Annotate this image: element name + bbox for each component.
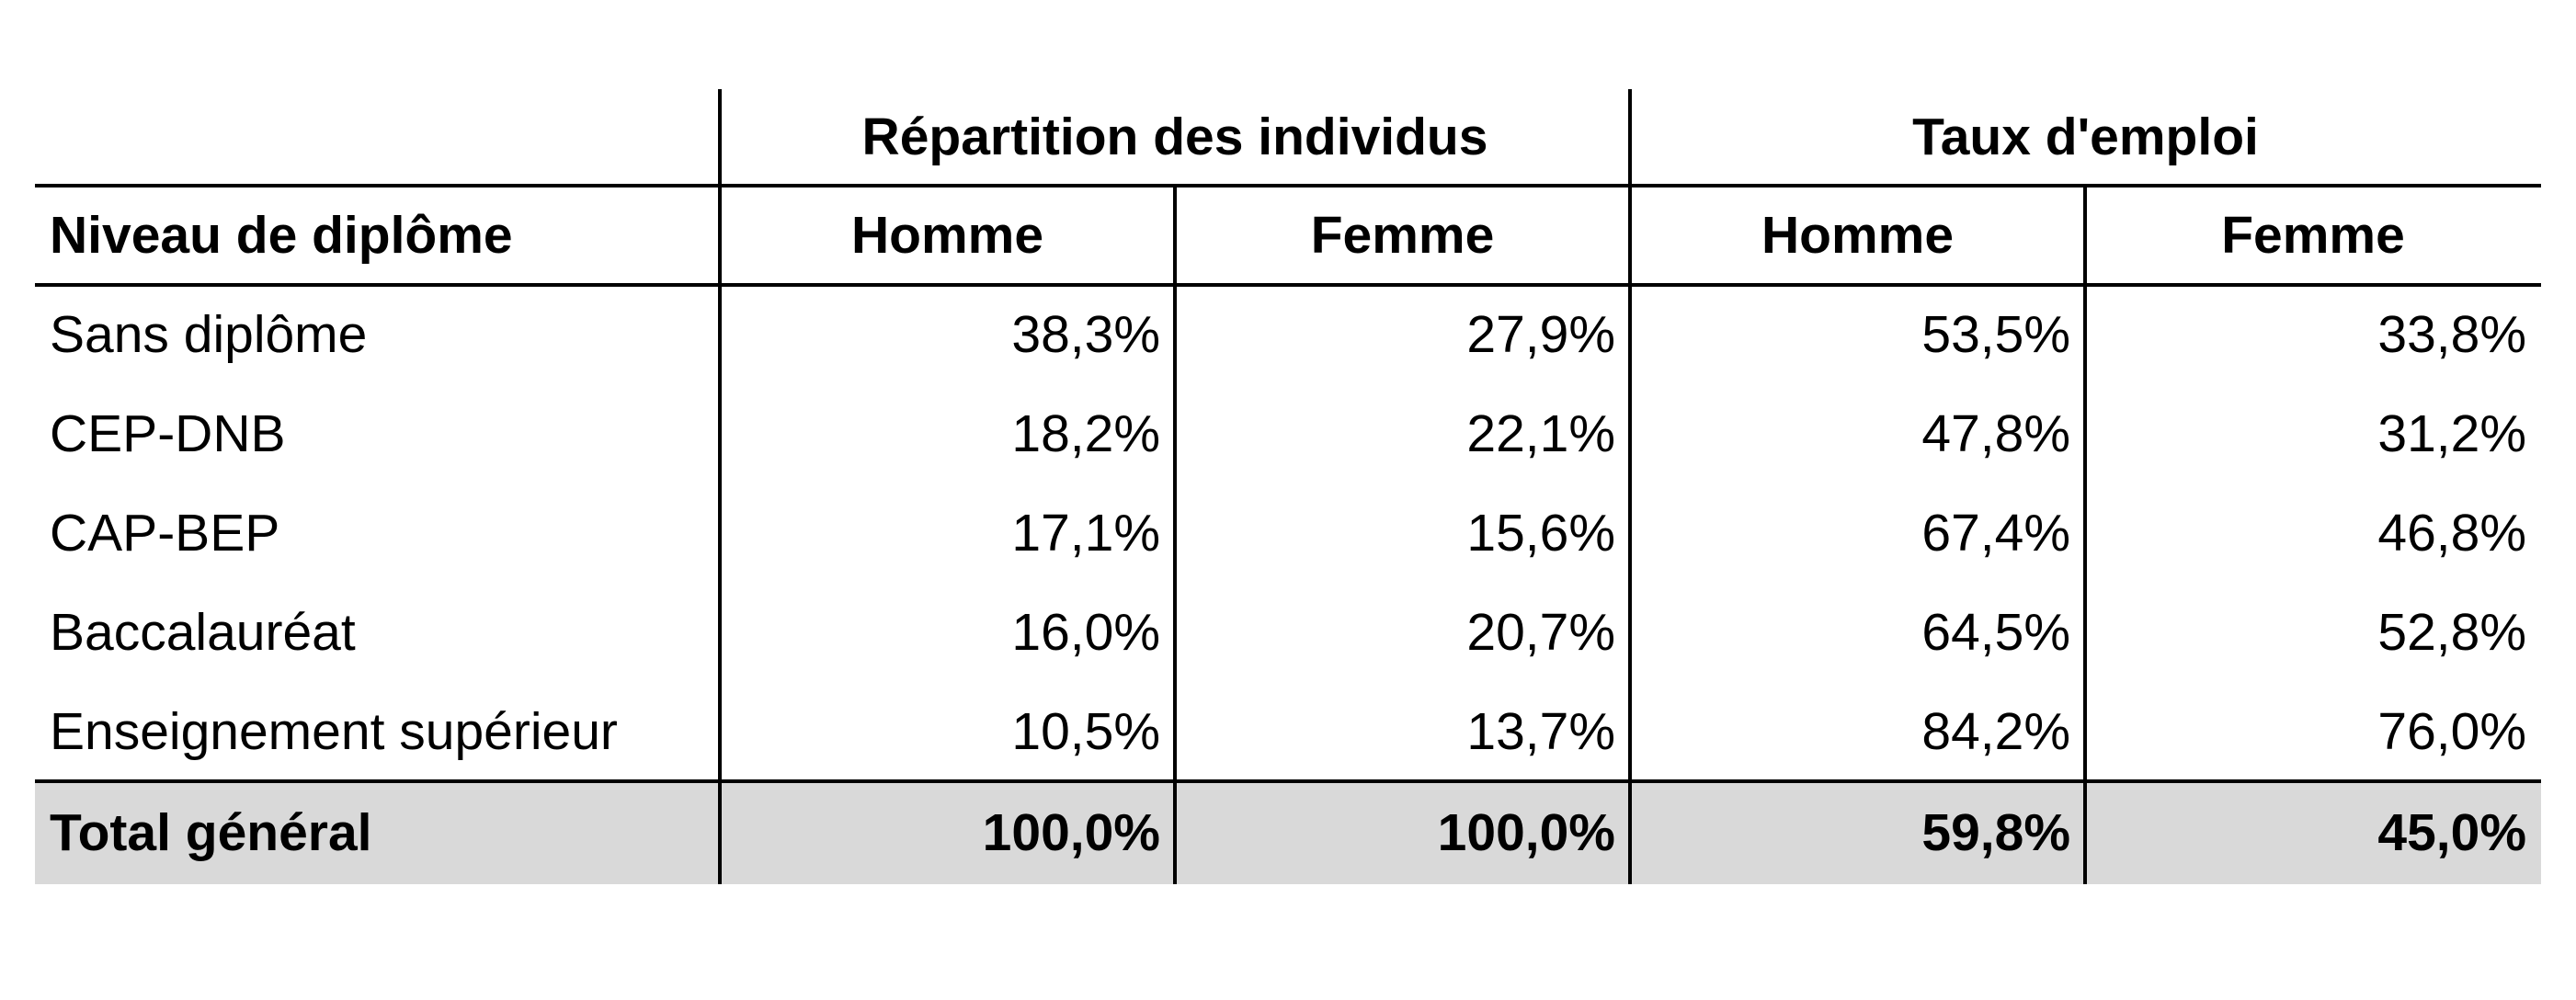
table-cell: 84,2% (1921, 701, 2070, 761)
table-cell: 10,5% (1011, 701, 1160, 761)
table-cell: 15,6% (1466, 503, 1615, 562)
table-cell: 38,3% (1011, 304, 1160, 364)
table-cell: 67,4% (1921, 503, 2070, 562)
row-label: Sans diplôme (50, 304, 368, 364)
table-cell: 31,2% (2377, 403, 2526, 463)
table-cell: 64,5% (1921, 602, 2070, 662)
total-cell: 100,0% (982, 802, 1160, 862)
total-cell: 45,0% (2377, 802, 2526, 862)
table-cell: 52,8% (2377, 602, 2526, 662)
column-header-niveau: Niveau de diplôme (50, 205, 513, 265)
table-cell: 16,0% (1011, 602, 1160, 662)
table-cell: 13,7% (1466, 701, 1615, 761)
row-label: CEP-DNB (50, 403, 286, 463)
row-label: Baccalauréat (50, 602, 356, 662)
total-divider-line (35, 779, 2541, 783)
column-header-femme-emploi: Femme (2221, 205, 2405, 265)
table-cell: 47,8% (1921, 403, 2070, 463)
column-header-divider-line (35, 283, 2541, 287)
group-divider-line (1628, 89, 1632, 884)
table-cell: 22,1% (1466, 403, 1615, 463)
table-cell: 17,1% (1011, 503, 1160, 562)
employment-table (35, 89, 2541, 884)
table-cell: 53,5% (1921, 304, 2070, 364)
group-header-taux-emploi: Taux d'emploi (1912, 108, 2259, 166)
table-cell: 76,0% (2377, 701, 2526, 761)
column-header-homme-repartition: Homme (850, 205, 1044, 265)
table-cell: 20,7% (1466, 602, 1615, 662)
row-label: Enseignement supérieur (50, 701, 618, 761)
column-divider-line (2083, 186, 2087, 884)
table-cell: 33,8% (2377, 304, 2526, 364)
total-cell: 59,8% (1921, 802, 2070, 862)
column-header-homme-emploi: Homme (1761, 205, 1955, 265)
total-cell: 100,0% (1437, 802, 1615, 862)
column-divider-line (1173, 186, 1177, 884)
header-divider-line (35, 184, 2541, 188)
column-header-femme-repartition: Femme (1310, 205, 1495, 265)
table-cell: 46,8% (2377, 503, 2526, 562)
table-cell: 27,9% (1466, 304, 1615, 364)
table-cell: 18,2% (1011, 403, 1160, 463)
total-row-label: Total général (50, 802, 372, 862)
group-header-repartition: Répartition des individus (861, 108, 1488, 166)
column-divider-line (718, 89, 722, 884)
row-label: CAP-BEP (50, 503, 280, 562)
